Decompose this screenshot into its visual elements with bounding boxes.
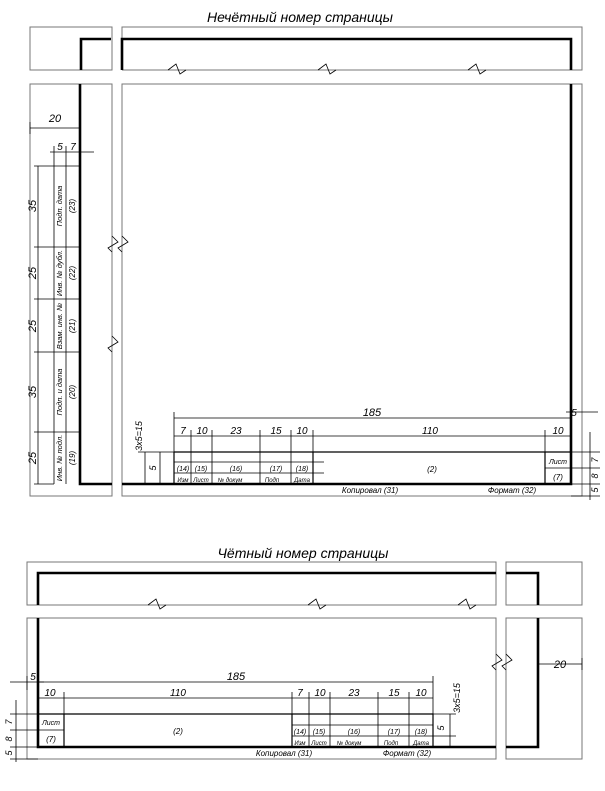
even-topright-sheet — [506, 562, 582, 605]
dim-5-even-right: 5 — [436, 725, 446, 731]
even-sheet-label: Лист — [41, 720, 61, 727]
dim-5-even-left: 5 — [30, 672, 36, 683]
dim-3x5-odd: 3x5=15 — [134, 421, 144, 451]
dim-20-even: 20 — [553, 659, 567, 671]
odd-cell-2: (2) — [427, 465, 437, 474]
odd-sheet-label: Лист — [548, 459, 568, 466]
odd-cell-18: (18) — [295, 466, 309, 473]
strip-code-22: (22) — [68, 265, 77, 281]
odd-strip-dimensions — [27, 113, 94, 484]
dim-5-strip: 5 — [57, 142, 63, 153]
dim-25-b: 25 — [27, 319, 39, 333]
strip-code-20: (20) — [68, 384, 77, 400]
even-hdr-podp: Подп — [383, 741, 399, 747]
odd-top-sheet — [122, 27, 582, 74]
even-cell-18: (18) — [414, 729, 428, 736]
dim-20-odd: 20 — [48, 113, 62, 125]
dim-23-odd: 23 — [230, 426, 242, 437]
even-cell-7: (7) — [46, 735, 56, 744]
even-page-title: Чётный номер страницы — [217, 545, 389, 561]
odd-main-sheet — [118, 84, 582, 496]
dim-10-even-c: 10 — [415, 688, 427, 699]
dim-7-even: 7 — [297, 688, 303, 699]
dim-7-even-left: 7 — [4, 719, 14, 725]
dim-15-odd: 15 — [270, 426, 282, 437]
strip-label-23: Подп. дата — [55, 185, 64, 227]
even-format-label: Формат (32) — [382, 749, 432, 758]
dim-185-even: 185 — [226, 671, 246, 683]
strip-label-22: Инв. № дубл. — [55, 249, 64, 297]
odd-hdr-list: Лист — [193, 478, 209, 484]
odd-hdr-izm: Изм — [177, 478, 189, 484]
odd-cell-7: (7) — [553, 473, 563, 482]
dim-10-odd-b: 10 — [296, 426, 308, 437]
dim-15-even: 15 — [388, 688, 400, 699]
dim-35-a: 35 — [27, 199, 39, 213]
even-cell-14: (14) — [293, 729, 307, 736]
odd-hdr-podp: Подп — [264, 478, 280, 484]
strip-label-21: Взам. инв. № — [55, 302, 64, 350]
dim-10-even-a: 10 — [44, 688, 56, 699]
even-hdr-list: Лист — [311, 741, 327, 747]
strip-code-19: (19) — [68, 450, 77, 466]
dim-110-even: 110 — [170, 688, 186, 699]
even-hdr-ndoc: № докум — [336, 741, 362, 747]
even-cell-15: (15) — [312, 729, 326, 736]
dim-8-even-left: 8 — [4, 736, 14, 742]
strip-code-21: (21) — [68, 318, 77, 334]
dim-5-odd-left: 5 — [148, 465, 158, 471]
even-page — [4, 562, 582, 762]
dim-10-even-b: 10 — [314, 688, 326, 699]
dim-110-odd: 110 — [422, 426, 438, 437]
dim-5-odd-right-b: 5 — [590, 487, 600, 493]
even-hdr-data: Дата — [413, 741, 429, 747]
even-cell-17: (17) — [387, 729, 401, 736]
odd-hdr-data: Дата — [294, 478, 310, 484]
even-cell-16: (16) — [347, 729, 361, 736]
dim-185-odd: 185 — [362, 407, 382, 419]
dim-7-odd-right: 7 — [590, 457, 600, 463]
even-title-block — [38, 714, 433, 758]
dim-3x5-even: 3x5=15 — [452, 683, 462, 713]
odd-topleft-sheet — [30, 27, 112, 70]
even-cell-2: (2) — [173, 727, 183, 736]
odd-cell-17: (17) — [269, 466, 283, 473]
odd-format-label: Формат (32) — [487, 486, 537, 495]
strip-label-19: Инв. № подл. — [55, 434, 64, 482]
dim-10-odd-c: 10 — [552, 426, 564, 437]
dim-23-even: 23 — [348, 688, 360, 699]
dim-5-even-left-b: 5 — [4, 750, 14, 756]
even-main-sheet — [27, 618, 502, 759]
odd-page — [27, 27, 600, 500]
odd-page-title: Нечётный номер страницы — [207, 9, 393, 25]
even-right-strip — [502, 618, 582, 759]
strip-code-23: (23) — [68, 198, 77, 214]
dim-25-a: 25 — [27, 266, 39, 280]
even-hdr-izm: Изм — [294, 741, 306, 747]
even-top-sheet — [27, 562, 496, 609]
dim-7-strip: 7 — [70, 142, 76, 153]
odd-hdr-ndoc: № докум — [217, 478, 243, 484]
odd-copied-label: Копировал (31) — [341, 486, 399, 495]
odd-cell-15: (15) — [194, 466, 208, 473]
dim-7-odd: 7 — [180, 426, 186, 437]
dim-10-odd-a: 10 — [196, 426, 208, 437]
odd-cell-16: (16) — [229, 466, 243, 473]
dim-8-odd-right: 8 — [590, 473, 600, 479]
odd-cell-14: (14) — [176, 466, 190, 473]
odd-title-block — [174, 452, 571, 495]
dim-5-odd-right: 5 — [571, 408, 577, 419]
dim-35-b: 35 — [27, 385, 39, 399]
strip-label-20: Подп. и дата — [55, 368, 64, 416]
dim-25-c: 25 — [27, 451, 39, 465]
even-copied-label: Копировал (31) — [255, 749, 313, 758]
